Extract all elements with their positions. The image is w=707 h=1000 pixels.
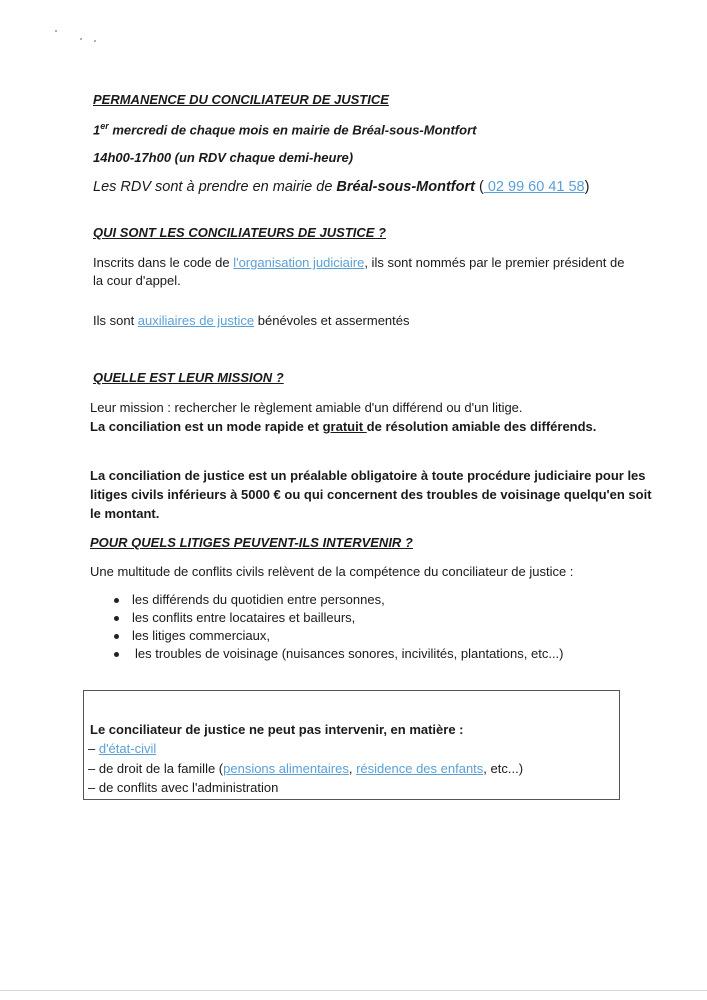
day-text: mercredi de chaque mois en mairie de Bréal-sous-Montfort xyxy=(108,122,477,138)
phone-link[interactable]: 02 99 60 41 58 xyxy=(483,179,585,195)
section-title-permanence: PERMANENCE DU CONCILIATEUR DE JUSTICE xyxy=(93,92,389,107)
schedule-hours: 14h00-17h00 (un RDV chaque demi-heure) xyxy=(93,150,354,165)
schedule-day xyxy=(93,121,476,137)
bullet-dot xyxy=(114,652,119,657)
section-title-mission: QUELLE EST LEUR MISSION ? xyxy=(93,370,284,385)
section-title-litiges: POUR QUELS LITIGES PEUVENT-ILS INTERVENIR ? xyxy=(90,535,413,550)
p1-text-a: Inscrits dans le code de xyxy=(93,255,234,270)
scan-speck xyxy=(55,30,57,32)
list-item: les différends du quotidien entre personnes, xyxy=(132,592,385,607)
p1-text-b: , ils sont nommés par le premier président de xyxy=(364,255,625,270)
prealable-line1: La conciliation de justice est un préalable obligatoire à toute procédure judiciaire pour les xyxy=(90,468,646,483)
box-line-administration: – de conflits avec l'administration xyxy=(88,780,279,795)
gratuit-text: gratuit xyxy=(322,419,367,434)
litiges-intro: Une multitude de conflits civils relèvent de la compétence du conciliateur de justice : xyxy=(90,564,574,579)
p2-text-a: Ils sont xyxy=(93,313,138,328)
mission-paragraph: Leur mission : rechercher le règlement amiable d'un différend ou d'un litige. xyxy=(90,400,523,415)
day-number: 1 xyxy=(93,122,101,138)
organisation-judiciaire-link[interactable]: l'organisation judiciaire xyxy=(233,255,365,270)
bullet-dot xyxy=(114,634,119,639)
famille-text-b: , etc...) xyxy=(483,761,524,776)
rdv-paren-close: ) xyxy=(584,179,590,195)
conciliation-rapide-paragraph xyxy=(90,419,596,434)
rapide-text-a: La conciliation est un mode rapide et xyxy=(90,419,323,434)
famille-text-a: – de droit de la famille ( xyxy=(88,761,224,776)
section2-paragraph1-line1 xyxy=(93,255,624,270)
rdv-town: Bréal-sous-Montfort xyxy=(336,179,475,195)
scan-speck xyxy=(80,38,82,40)
rdv-line xyxy=(93,179,589,195)
etat-civil-link[interactable]: d'état-civil xyxy=(98,741,157,756)
box-title: Le conciliateur de justice ne peut pas intervenir, en matière : xyxy=(90,722,464,737)
prealable-line2: litiges civils inférieurs à 5000 € ou qui concernent des troubles de voisinage quelqu'en soit xyxy=(90,487,652,502)
box-line-etat-civil xyxy=(88,741,156,756)
residence-enfants-link[interactable]: résidence des enfants xyxy=(356,761,484,776)
scan-speck xyxy=(94,40,96,42)
list-item: les litiges commerciaux, xyxy=(132,628,270,643)
prealable-line3: le montant. xyxy=(90,506,160,521)
bullet-dot xyxy=(114,598,119,603)
list-item: les troubles de voisinage (nuisances sonores, incivilités, plantations, etc...) xyxy=(135,646,564,661)
rdv-prefix: Les RDV sont à prendre en mairie de xyxy=(93,179,337,195)
list-item: les conflits entre locataires et bailleurs, xyxy=(132,610,356,625)
day-superscript: er xyxy=(100,121,109,131)
scan-edge-line xyxy=(0,990,707,991)
box-dash: – xyxy=(88,741,99,756)
rapide-text-b: de résolution amiable des différends. xyxy=(366,419,597,434)
auxiliaires-justice-link[interactable]: auxiliaires de justice xyxy=(137,313,255,328)
box-line-famille xyxy=(88,761,523,776)
rdv-paren-open: ( xyxy=(474,179,484,195)
section2-paragraph2 xyxy=(93,313,410,328)
section2-paragraph1-line2: la cour d'appel. xyxy=(93,273,181,288)
famille-sep: , xyxy=(348,761,357,776)
bullet-dot xyxy=(114,616,119,621)
section-title-qui: QUI SONT LES CONCILIATEURS DE JUSTICE ? xyxy=(93,225,387,240)
pensions-alimentaires-link[interactable]: pensions alimentaires xyxy=(223,761,349,776)
p2-text-b: bénévoles et assermentés xyxy=(254,313,410,328)
